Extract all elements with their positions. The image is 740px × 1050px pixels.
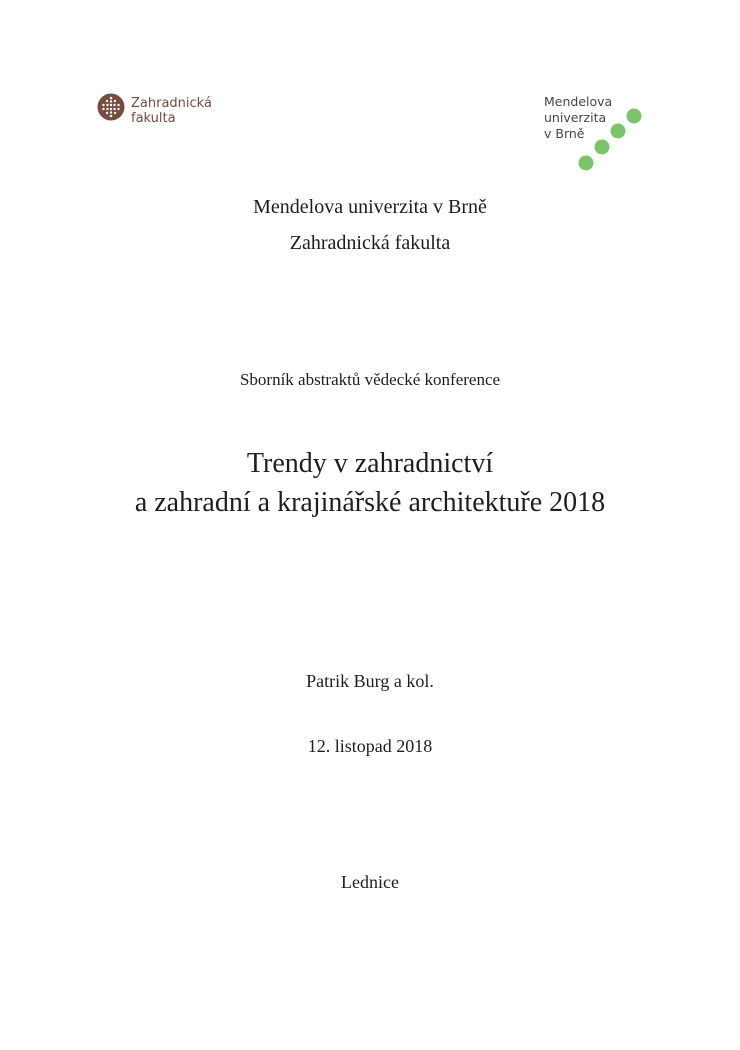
flower-seal-icon [97, 93, 125, 121]
document-author: Patrik Burg a kol. [306, 671, 434, 691]
university-logo-line2: univerzita [544, 110, 607, 125]
document-subtitle: Sborník abstraktů vědecké konference [239, 370, 501, 389]
faculty-name: Zahradnická fakulta [289, 232, 451, 254]
document-title-line2: a zahradní a krajinářské architektuře 2018 [134, 487, 606, 518]
faculty-logo-line2: fakulta [131, 111, 176, 126]
faculty-logo [97, 92, 227, 132]
university-logo [544, 94, 654, 174]
university-logo-line3: v Brně [544, 126, 585, 141]
document-place: Lednice [341, 872, 399, 892]
faculty-logo-line1: Zahradnická [131, 96, 212, 111]
document-date: 12. listopad 2018 [307, 736, 433, 756]
green-dots-icon [572, 104, 652, 174]
document-title-line1: Trendy v zahradnictví [246, 448, 494, 479]
faculty-logo-text [131, 96, 212, 126]
university-logo-line1: Mendelova [544, 94, 613, 109]
university-name: Mendelova univerzita v Brně [253, 196, 487, 218]
